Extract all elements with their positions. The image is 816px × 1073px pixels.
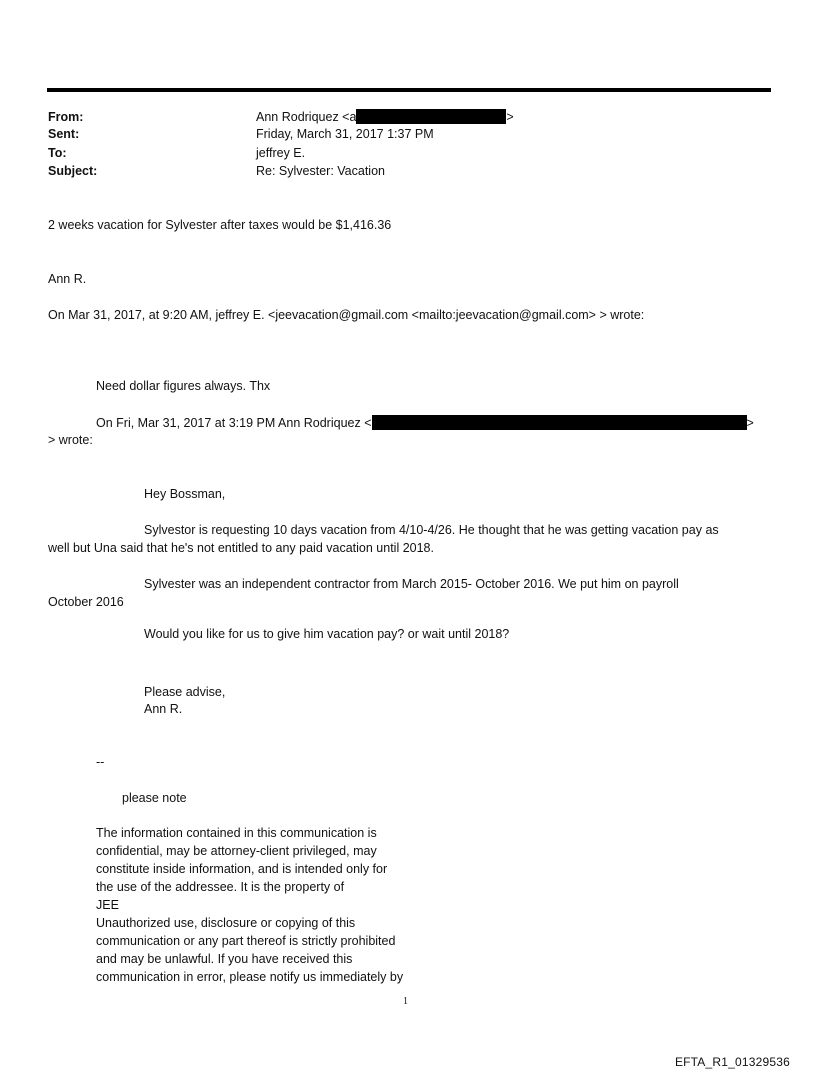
closing-line-1: Please advise, (144, 685, 226, 699)
reply-line: Need dollar figures always. Thx (96, 379, 271, 393)
subject-label: Subject: (48, 164, 98, 178)
redaction-block (372, 415, 747, 430)
disclaimer-line: Unauthorized use, disclosure or copying of this (96, 916, 356, 930)
para1-line1: Sylvestor is requesting 10 days vacation from 4/10-4/26. He thought that he was getting vacation pay as (144, 523, 719, 537)
quote2-close: > (746, 416, 754, 430)
body-line-1: 2 weeks vacation for Sylvester after taxes would be $1,416.36 (48, 218, 392, 232)
to-label: To: (48, 146, 67, 160)
quote-intro: On Mar 31, 2017, at 9:20 AM, jeffrey E. <jeevacation@gmail.com <mailto:jeevacation@gmail.com> > wrote: (48, 308, 645, 322)
quote2-intro (96, 414, 754, 432)
page-number: 1 (403, 996, 408, 1007)
please-note: please note (122, 791, 187, 805)
disclaimer-line: the use of the addressee. It is the property of (96, 880, 345, 894)
disclaimer-line: JEE (96, 898, 119, 912)
quote2-intro-text: On Fri, Mar 31, 2017 at 3:19 PM Ann Rodriquez < (96, 416, 372, 430)
disclaimer-line: communication in error, please notify us immediately by (96, 970, 404, 984)
sent-label: Sent: (48, 127, 80, 141)
disclaimer-line: constitute inside information, and is intended only for (96, 862, 388, 876)
signature-dashes: -- (96, 755, 105, 769)
subject-value: Re: Sylvester: Vacation (256, 164, 385, 178)
disclaimer-line: confidential, may be attorney-client privileged, may (96, 844, 377, 858)
document-id: EFTA_R1_01329536 (674, 1055, 790, 1069)
greeting: Hey Bossman, (144, 487, 226, 501)
disclaimer-line: The information contained in this communication is (96, 826, 377, 840)
signature: Ann R. (48, 272, 87, 286)
para2-line1: Sylvester was an independent contractor from March 2015- October 2016. We put him on payroll (144, 577, 679, 591)
to-value: jeffrey E. (256, 146, 306, 160)
from-value (256, 108, 514, 126)
para3: Would you like for us to give him vacation pay? or wait until 2018? (144, 627, 510, 641)
header-rule (47, 88, 771, 92)
para2-line2: October 2016 (48, 595, 124, 609)
disclaimer (96, 824, 403, 986)
closing-line-2: Ann R. (144, 702, 183, 716)
disclaimer-line: communication or any part thereof is strictly prohibited (96, 934, 396, 948)
disclaimer-line: and may be unlawful. If you have received this (96, 952, 353, 966)
para1-line2: well but Una said that he's not entitled to any paid vacation until 2018. (48, 541, 434, 555)
from-label: From: (48, 110, 84, 124)
from-close: > (506, 110, 514, 124)
from-name: Ann Rodriquez < (256, 110, 350, 124)
sent-value: Friday, March 31, 2017 1:37 PM (256, 127, 434, 141)
quote2-wrote: > wrote: (48, 433, 93, 447)
from-redacted-prefix: a (349, 110, 357, 124)
redaction-block (356, 109, 506, 124)
